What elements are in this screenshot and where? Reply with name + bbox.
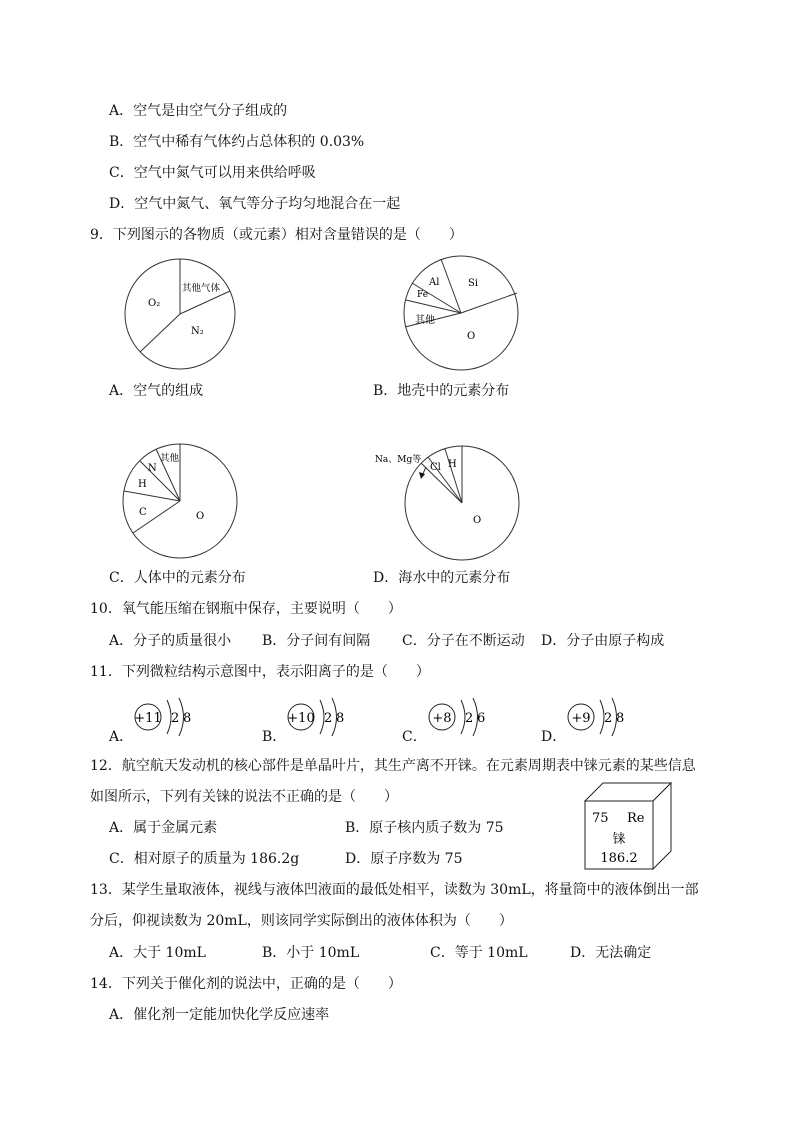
label-other-gas: 其他气体 — [182, 283, 221, 294]
svg-text:2: 2 — [324, 711, 333, 726]
q9-caption-d: D．海水中的元素分布 — [373, 570, 511, 586]
q13-stem-line1: 13．某学生量取液体，视线与液体凹液面的最低处相平，读数为 30mL，将量筒中的液体倒出一部 — [90, 882, 699, 898]
svg-text:+10: +10 — [287, 711, 315, 726]
element-name: 铼 — [612, 832, 626, 847]
q10-option-b: B．分子间有间隔 — [262, 633, 371, 649]
pie-chart-body — [120, 441, 244, 559]
svg-text:2: 2 — [465, 711, 474, 726]
q9-caption-b: B．地壳中的元素分布 — [373, 383, 510, 399]
atom-diagram-c — [424, 694, 492, 740]
label-o2: O₂ — [148, 298, 161, 309]
label-fe: Fe — [417, 290, 429, 300]
label-h: H — [138, 479, 147, 490]
pie-chart-air — [120, 256, 240, 372]
label-al: Al — [429, 277, 440, 288]
label-other: 其他 — [160, 453, 180, 464]
q10-option-c: C．分子在不断运动 — [402, 633, 525, 649]
q13-option-c: C．等于 10mL — [430, 945, 528, 961]
element-symbol: Re — [627, 811, 645, 826]
label-o: O — [473, 515, 482, 526]
label-o: O — [196, 511, 205, 522]
label-c: C — [139, 507, 147, 518]
q14-stem: 14．下列关于催化剂的说法中，正确的是（ ） — [90, 976, 402, 992]
label-h: H — [448, 459, 457, 470]
atomic-number: 75 — [592, 811, 609, 826]
q8-option-c: C．空气中氮气可以用来供给呼吸 — [109, 165, 316, 181]
atomic-mass: 186.2 — [600, 851, 638, 866]
q12-option-b: B．原子核内质子数为 75 — [345, 820, 504, 836]
label-cl: Cl — [430, 462, 441, 473]
q13-option-a: A．大于 10mL — [109, 945, 206, 961]
q12-option-d: D．原子序数为 75 — [345, 851, 463, 867]
q12-option-a: A．属于金属元素 — [109, 820, 218, 836]
svg-text:+8: +8 — [432, 711, 452, 726]
q8-option-d: D．空气中氮气、氧气等分子均匀地混合在一起 — [109, 196, 401, 212]
q8-option-b: B．空气中稀有气体约占总体积的 0.03% — [109, 134, 365, 150]
q11-stem: 11．下列微粒结构示意图中，表示阳离子的是（ ） — [90, 664, 430, 680]
svg-text:2: 2 — [171, 711, 180, 726]
label-o: O — [467, 331, 476, 342]
q9-caption-a: A．空气的组成 — [109, 383, 204, 399]
q9-stem: 9．下列图示的各物质（或元素）相对含量错误的是（ ） — [90, 227, 463, 243]
q10-option-d: D．分子由原子构成 — [541, 633, 665, 649]
svg-text:8: 8 — [616, 711, 625, 726]
q13-stem-line2: 分后，仰视读数为 20mL，则该同学实际倒出的液体体积为（ ） — [90, 913, 513, 929]
q10-stem: 10．氧气能压缩在钢瓶中保存，主要说明（ ） — [90, 601, 402, 617]
atom-diagram-a — [130, 694, 198, 740]
element-card-rhenium — [583, 781, 675, 871]
svg-text:+11: +11 — [134, 711, 162, 726]
q10-option-a: A．分子的质量很小 — [109, 633, 232, 649]
label-na-mg: Na、Mg等 — [375, 455, 422, 465]
label-si: Si — [468, 278, 479, 289]
q13-option-d: D．无法确定 — [570, 945, 652, 961]
svg-text:8: 8 — [183, 711, 192, 726]
q9-caption-c: C．人体中的元素分布 — [109, 570, 246, 586]
svg-text:8: 8 — [336, 711, 345, 726]
q11-letter-a: A． — [109, 729, 134, 745]
q12-option-c: C．相对原子的质量为 186.2g — [109, 851, 300, 867]
label-n: N — [148, 463, 157, 474]
svg-text:6: 6 — [477, 711, 486, 726]
pie-chart-crust — [402, 255, 522, 371]
q8-option-a: A．空气是由空气分子组成的 — [109, 103, 288, 119]
q12-stem-line1: 12．航空航天发动机的核心部件是单晶叶片，其生产离不开铼。在元素周期表中铼元素的某些信息 — [90, 758, 696, 774]
q11-letter-b: B． — [262, 729, 287, 745]
svg-text:+9: +9 — [571, 711, 591, 726]
label-other: 其他 — [415, 315, 435, 326]
atom-diagram-b — [283, 694, 351, 740]
svg-text:2: 2 — [604, 711, 613, 726]
q12-stem-line2: 如图所示，下列有关铼的说法不正确的是（ ） — [90, 789, 398, 805]
label-n2: N₂ — [191, 326, 204, 337]
q11-letter-c: C． — [402, 729, 427, 745]
q13-option-b: B．小于 10mL — [262, 945, 360, 961]
q11-letter-d: D． — [541, 729, 567, 745]
atom-diagram-d — [563, 694, 631, 740]
pie-chart-seawater — [372, 441, 524, 561]
q14-option-a: A．催化剂一定能加快化学反应速率 — [109, 1007, 330, 1023]
